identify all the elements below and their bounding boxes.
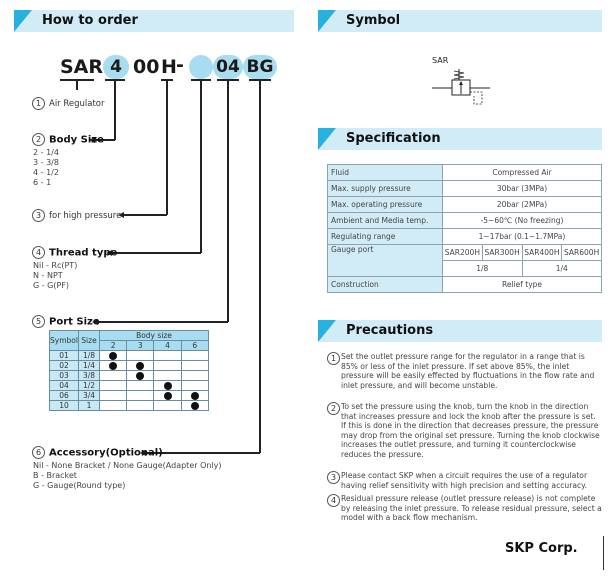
port-row xyxy=(50,381,209,391)
spec-row xyxy=(328,229,602,245)
num-3: 3 xyxy=(327,471,340,484)
spec-value: Relief type xyxy=(443,277,602,293)
gauge-model: SAR600H xyxy=(562,245,602,261)
header-accent-triangle xyxy=(318,10,336,32)
port-symbol: 03 xyxy=(50,371,79,381)
connector-6-h xyxy=(146,452,260,454)
availability-cell xyxy=(181,371,208,381)
spec-key: Ambient and Media temp. xyxy=(328,213,443,229)
port-row xyxy=(50,401,209,411)
symbol-title: Symbol xyxy=(346,13,401,28)
header-accent-triangle xyxy=(318,320,336,342)
availability-cell xyxy=(154,401,181,411)
item-air-regulator xyxy=(32,97,105,110)
item-label: Air Regulator xyxy=(49,99,105,109)
availability-cell xyxy=(100,371,127,381)
item-label: Port Size xyxy=(49,316,100,328)
code-thread-bubble xyxy=(189,55,213,79)
spec-value: -5~60℃ (No freezing) xyxy=(443,213,602,229)
code-size-bubble: 4 xyxy=(103,55,129,79)
availability-cell xyxy=(181,391,208,401)
body-size-option: 2 - 1/4 xyxy=(33,148,59,157)
body-size-option: 4 - 1/2 xyxy=(33,168,59,177)
num-4: 4 xyxy=(327,494,340,507)
num-3: 3 xyxy=(32,209,45,222)
item-label: Thread type xyxy=(49,247,118,259)
spec-key: Construction xyxy=(328,277,443,293)
connector-3 xyxy=(166,80,168,215)
header-accent-triangle xyxy=(14,10,32,32)
port-symbol: 01 xyxy=(50,351,79,361)
thread-option: N - NPT xyxy=(33,271,63,280)
availability-cell xyxy=(154,391,181,401)
connector-6 xyxy=(259,80,261,453)
availability-cell xyxy=(127,391,154,401)
thread-option: G - G(PF) xyxy=(33,281,70,290)
item-port-size xyxy=(32,315,100,328)
availability-cell xyxy=(181,401,208,411)
col-size: Size xyxy=(79,331,100,351)
availability-cell xyxy=(127,371,154,381)
precaution-text: Set the outlet pressure range for the regulator in a range that is 85% or less of the inlet pressure. If set above 85%, the inlet pressure will be easily effected by fluctuations in the flow rate and inlet pressure, and will become unstable. xyxy=(341,352,595,390)
availability-cell xyxy=(127,381,154,391)
body-size-option: 6 - 1 xyxy=(33,178,52,187)
availability-dot xyxy=(136,372,144,380)
gauge-model: SAR200H xyxy=(443,245,483,261)
body-size-option: 3 - 3/8 xyxy=(33,158,59,167)
spec-row xyxy=(328,213,602,229)
num-5: 5 xyxy=(32,315,45,328)
how-to-order-title: How to order xyxy=(42,13,138,28)
item-label: Accessory(Optional) xyxy=(49,447,163,459)
regulator-symbol-icon xyxy=(430,66,500,111)
item-high-pressure xyxy=(32,209,121,222)
body-size-head: 2 xyxy=(100,341,127,351)
precautions-title: Precautions xyxy=(346,323,434,338)
availability-cell xyxy=(154,371,181,381)
availability-cell xyxy=(154,381,181,391)
accessory-option: B - Bracket xyxy=(33,471,77,480)
availability-cell xyxy=(100,401,127,411)
footer-divider xyxy=(603,536,604,570)
spec-row xyxy=(328,197,602,213)
availability-dot xyxy=(191,392,199,400)
port-symbol: 02 xyxy=(50,361,79,371)
availability-cell xyxy=(127,401,154,411)
availability-dot xyxy=(164,392,172,400)
num-1: 1 xyxy=(327,352,340,365)
connector-4-h xyxy=(112,252,201,254)
code-dash: - xyxy=(176,54,184,76)
code-port-bubble: 04 xyxy=(213,55,243,79)
precaution-text: Residual pressure release (outlet pressure release) is not complete by releasing the inlet pressure. To release residual pressure, select a model with a back flow mechanism. xyxy=(341,494,602,523)
availability-cell xyxy=(127,351,154,361)
company-name: SKP Corp. xyxy=(505,541,578,556)
spec-value: 30bar (3MPa) xyxy=(443,181,602,197)
port-row xyxy=(50,371,209,381)
availability-cell xyxy=(154,351,181,361)
availability-cell xyxy=(100,381,127,391)
gauge-port: 1/4 xyxy=(522,261,602,277)
code-prefix: SAR xyxy=(60,56,104,78)
port-size: 1/8 xyxy=(79,351,100,361)
spec-row xyxy=(328,165,602,181)
port-size: 3/4 xyxy=(79,391,100,401)
gauge-model: SAR300H xyxy=(482,245,522,261)
port-symbol: 10 xyxy=(50,401,79,411)
port-row xyxy=(50,391,209,401)
accessory-option: Nil - None Bracket / None Gauge(Adapter Only) xyxy=(33,461,222,470)
connector-5 xyxy=(227,80,229,322)
spec-header xyxy=(318,128,602,150)
availability-dot xyxy=(191,402,199,410)
spec-key: Max. supply pressure xyxy=(328,181,443,197)
body-size-head: 6 xyxy=(181,341,208,351)
port-row xyxy=(50,351,209,361)
availability-dot xyxy=(109,362,117,370)
how-to-order-header xyxy=(14,10,294,32)
availability-cell xyxy=(181,381,208,391)
spec-key: Max. operating pressure xyxy=(328,197,443,213)
port-size: 1/2 xyxy=(79,381,100,391)
spec-key: Gauge port xyxy=(328,245,443,277)
availability-dot xyxy=(109,352,117,360)
code-mid: 00 xyxy=(133,56,160,78)
precautions-header xyxy=(318,320,602,342)
precaution-text: To set the pressure using the knob, turn the knob in the direction that increases pressure and lock the knob after the pressure is set. If this is done in the direction that decreases pressure, the pressure may drop from the original set pressure. Turning the knob clockwise increases the outlet pressure, and turning it counterclockwise reduces the pressure. xyxy=(341,402,600,459)
num-1: 1 xyxy=(32,97,45,110)
port-symbol: 04 xyxy=(50,381,79,391)
availability-cell xyxy=(181,361,208,371)
connector-3-h xyxy=(124,214,167,216)
spec-value: Compressed Air xyxy=(443,165,602,181)
symbol-label: SAR xyxy=(432,56,449,65)
port-size: 3/8 xyxy=(79,371,100,381)
spec-table xyxy=(327,164,602,293)
accessory-option: G - Gauge(Round type) xyxy=(33,481,126,490)
availability-cell xyxy=(181,351,208,361)
symbol-header xyxy=(318,10,602,32)
port-size: 1 xyxy=(79,401,100,411)
spec-key: Regulating range xyxy=(328,229,443,245)
port-size-table xyxy=(49,330,209,411)
availability-cell xyxy=(127,361,154,371)
spec-title: Specification xyxy=(346,131,441,146)
num-6: 6 xyxy=(32,446,45,459)
connector-1 xyxy=(76,80,78,90)
col-body-size: Body size xyxy=(100,331,209,341)
precaution-text: Please contact SKP when a circuit requires the use of a regulator having relief sensitivity with high precision and setting accuracy. xyxy=(341,471,588,490)
availability-cell xyxy=(100,361,127,371)
spec-key: Fluid xyxy=(328,165,443,181)
thread-option: Nil - Rc(PT) xyxy=(33,261,78,270)
num-2: 2 xyxy=(327,402,340,415)
availability-cell xyxy=(100,391,127,401)
spec-row xyxy=(328,181,602,197)
num-4: 4 xyxy=(32,246,45,259)
availability-cell xyxy=(100,351,127,361)
code-accessory-bubble: BG xyxy=(243,55,277,79)
port-row xyxy=(50,361,209,371)
code-high-pressure: H xyxy=(161,56,177,78)
header-accent-triangle xyxy=(318,128,336,150)
availability-dot xyxy=(136,362,144,370)
port-size: 1/4 xyxy=(79,361,100,371)
availability-cell xyxy=(154,361,181,371)
port-symbol: 06 xyxy=(50,391,79,401)
connector-5-h xyxy=(98,321,228,323)
item-thread-type xyxy=(32,246,117,259)
item-body-size xyxy=(32,133,104,146)
connector-4 xyxy=(200,80,202,253)
item-accessory xyxy=(32,446,163,459)
body-size-head: 3 xyxy=(127,341,154,351)
spec-value: 1~17bar (0.1~1.7MPa) xyxy=(443,229,602,245)
gauge-model: SAR400H xyxy=(522,245,562,261)
item-label: Body Size xyxy=(49,134,104,146)
col-symbol: Symbol xyxy=(50,331,79,351)
num-2: 2 xyxy=(32,133,45,146)
gauge-port: 1/8 xyxy=(443,261,523,277)
body-size-head: 4 xyxy=(154,341,181,351)
spec-value: 20bar (2MPa) xyxy=(443,197,602,213)
availability-dot xyxy=(164,382,172,390)
item-label: for high pressure xyxy=(49,211,122,221)
connector-2 xyxy=(114,80,116,140)
